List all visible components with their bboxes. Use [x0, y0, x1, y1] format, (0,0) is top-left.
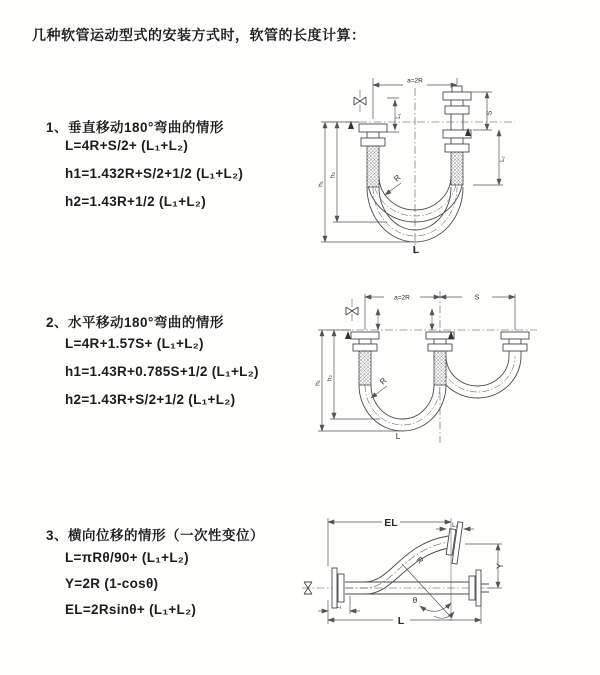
- dim-label-s: S: [474, 294, 480, 302]
- dim-label-h2: h₂: [326, 374, 334, 382]
- dim-label-h1: h₁: [317, 181, 325, 187]
- dimension-lines: [318, 518, 502, 624]
- diagram-vertical-180-bend: [315, 72, 560, 257]
- dim-label-s: S: [486, 110, 494, 116]
- dim-label-h1: h₁: [314, 380, 322, 386]
- dim-label-a2r: a=2R: [394, 294, 410, 302]
- length-label: L: [412, 244, 420, 256]
- dim-label-y: Y: [495, 562, 505, 570]
- centerlines: [302, 542, 494, 588]
- dimension-lines: [321, 78, 503, 242]
- formula-line: L=4R+S/2+ (L₁+L₂): [65, 138, 189, 153]
- dim-label-h2: h₂: [329, 171, 337, 179]
- valve-icon: [354, 97, 366, 105]
- length-label: L: [397, 615, 405, 627]
- formula-line: h1=1.432R+S/2+1/2 (L₁+L₂): [65, 166, 244, 181]
- dim-label-l2: L₂: [500, 156, 506, 162]
- flange-fittings: [351, 332, 529, 351]
- formula-line: h2=1.43R+S/2+1/2 (L₁+L₂): [65, 392, 236, 407]
- length-label: L: [395, 432, 401, 441]
- formula-line: Y=2R (1-cosθ): [65, 576, 159, 591]
- radius-label: R: [378, 376, 389, 387]
- dim-label-l2: L₂: [452, 523, 458, 529]
- diagram-lateral-displacement: [298, 508, 578, 658]
- radius-label: R: [414, 555, 426, 566]
- dim-label-l1: L₁: [336, 604, 342, 610]
- construction-lines: [402, 518, 454, 621]
- hose-displaced-run: [345, 536, 449, 594]
- formula-line: L=πRθ/90+ (L₁+L₂): [65, 550, 189, 565]
- angle-theta-label: θ: [412, 596, 418, 605]
- radius-label: R: [392, 173, 403, 184]
- formula-line: L=4R+1.57S+ (L₁+L₂): [65, 336, 204, 351]
- braided-hose-sections: [359, 351, 446, 385]
- flange-fittings: [332, 521, 481, 608]
- section-2-heading: 2、水平移动180°弯曲的情形: [46, 315, 224, 330]
- formula-line: EL=2Rsinθ+ (L₁+L₂): [65, 602, 197, 617]
- page-title: 几种软管运动型式的安装方式时，软管的长度计算：: [32, 27, 366, 43]
- dim-label-l1: L₁: [396, 113, 402, 119]
- dim-label-a2r: a=2R: [407, 77, 423, 85]
- formula-line: h1=1.43R+0.785S+1/2 (L₁+L₂): [65, 364, 259, 379]
- formula-line: h2=1.43R+1/2 (L₁+L₂): [65, 194, 207, 209]
- dimension-lines: [318, 294, 515, 431]
- section-1-heading: 1、垂直移动180°弯曲的情形: [46, 120, 224, 135]
- section-3-heading: 3、横向位移的情形（一次性变位）: [46, 528, 265, 543]
- dim-label-el: EL: [384, 517, 398, 529]
- diagram-horizontal-180-bend: [312, 283, 557, 448]
